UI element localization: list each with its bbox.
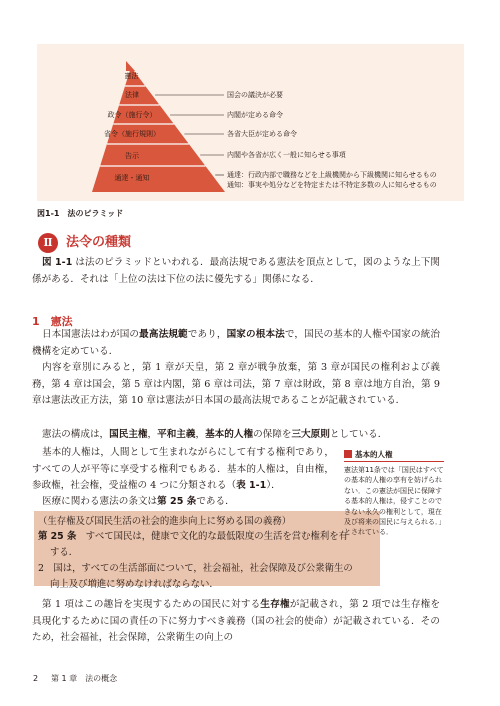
emphasis-term: 国家の根本法 — [226, 329, 285, 340]
emphasis-term: 基本的人権 — [205, 429, 254, 440]
desc-notification: 通知：事実や処分などを特定または不特定多数の人に知らせるもの — [227, 181, 437, 189]
chapter-label: 第 1 章 法の概念 — [51, 674, 118, 683]
text-run: 第 1 項はこの趣旨を実現するための国民に対する — [42, 599, 261, 610]
text-run: 基本的人権は，人間として生まれながらにして有する権利であり，すべての人が平等に享受する権利でもある．基本的人権は，自由権，参政権，社会権，受益権の 4 つに分類される（ — [32, 447, 334, 492]
text-run: 憲法の構成は， — [42, 429, 110, 440]
emphasis-term: 第 25 条 — [157, 496, 197, 507]
section-intro — [32, 255, 440, 288]
article-line-3: 2 国は，すべての生活部面について，社会福祉，社会保障及び公衆衛生の — [38, 563, 353, 574]
paragraph-3 — [32, 427, 432, 444]
sidebar-marker-icon — [344, 450, 352, 458]
desc-law: 内閣が定める命令 — [227, 111, 283, 119]
desc-cabinet-order: 各省大臣が定める命令 — [227, 130, 297, 138]
pyramid-label-law: 法律 — [125, 91, 139, 99]
article-line-4: 向上及び増進に努めなければならない． — [50, 579, 219, 590]
paragraph-4 — [32, 445, 334, 495]
page-footer — [33, 673, 117, 684]
emphasis-term: 三大原則 — [291, 429, 330, 440]
pyramid-label-circular: 通達・通知 — [114, 174, 150, 182]
text-run: であり， — [187, 329, 227, 340]
article-line-2: する． — [50, 547, 79, 558]
text-run: 内容を章別にみると，第 1 章が天皇，第 2 章が戦争放棄，第 3 章が国民の権利および義務，第 4 章は国会，第 5 章は内閣，第 6 章は司法，第 7 章は財政，第 8 章は地方自治，第 9 章は憲法改正方法，第 10 章は憲法が日本国の最高法規であることが記載されている． — [32, 362, 440, 407]
pyramid-label-cabinet-order: 政令（施行令） — [107, 111, 157, 119]
text-run: ， — [147, 429, 158, 440]
desc-constitution: 国会の議決が必要 — [227, 91, 283, 99]
sidebar-title: 基本的人権 — [355, 450, 393, 459]
text-run: ， — [195, 429, 206, 440]
article-line-1 — [38, 528, 348, 542]
figure-caption: 図1-1 法のピラミッド — [37, 209, 124, 218]
emphasis-term: 平和主義 — [157, 429, 196, 440]
emphasis-term: 図 1-1 — [42, 257, 73, 268]
emphasis-term: 表 1-1 — [236, 480, 267, 492]
desc-ministerial-ordinance: 内閣や各省が広く一般に知らせる事項 — [227, 151, 346, 159]
pyramid-label-constitution: 憲法 — [124, 72, 139, 80]
article-number: 第 25 条 — [38, 531, 77, 542]
text-run: の保障を — [253, 429, 292, 440]
article-25-box — [34, 511, 380, 590]
pyramid-label-notice: 告示 — [125, 152, 139, 160]
paragraph-1 — [32, 327, 440, 360]
section-heading — [38, 233, 238, 253]
text-run: が記載され，第 2 項では生存権を具現化するために国の責任の下に努力すべき義務（国の社会的使命）が記載されている．そのため，社会福祉，社会保障，公衆衛生の向上の — [32, 599, 441, 644]
text-run: 医療に関わる憲法の条文は — [42, 496, 158, 507]
sidebar-heading — [344, 448, 444, 462]
text-run: で，国民の基本的人権や国家の統治機構を定めている． — [32, 329, 441, 357]
text-run: である． — [196, 496, 235, 507]
paragraph-5 — [32, 494, 334, 511]
pyramid-label-ministerial-ordinance: 省令（施行規則） — [104, 130, 160, 138]
sidebar-body: 憲法第11条では「国民はすべての基本的人権の享有を妨げられない．この憲法が国民に保障する基本的人権は，侵すことのできない永久の権利として，現在及び将来の国民に与えられる．」とされている． — [344, 466, 444, 537]
text-run: ）． — [266, 480, 281, 492]
emphasis-term: 国民主権 — [109, 429, 148, 440]
text-run: は法のピラミッドといわれる．最高法規である憲法を頂点として，図のような上下関係がある．それは「上位の法は下位の法に優先する」関係になる． — [32, 257, 440, 285]
paragraph-2 — [32, 360, 440, 410]
page-number: 2 — [33, 674, 39, 683]
section-number-badge: Ⅱ — [38, 233, 58, 253]
figure-pyramid — [37, 44, 464, 201]
article-heading: （生存権及び国民生活の社会的進歩向上に努める国の義務） — [38, 516, 292, 527]
text-run: 日本国憲法はわが国の — [42, 329, 140, 340]
article-line-1-text: すべて国民は，健康で文化的な最低限度の生活を営む権利を有 — [76, 531, 349, 542]
sidebar-note — [344, 448, 444, 538]
subsection-title: 1 憲法 — [32, 315, 73, 328]
emphasis-term: 最高法規範 — [139, 329, 188, 340]
emphasis-term: 生存権 — [260, 599, 290, 610]
desc-circular: 通達：行政内部で職務などを上級機関から下級機関に知らせるもの — [227, 171, 437, 179]
text-run: としている． — [329, 429, 388, 440]
section-title: 法令の種類 — [66, 235, 132, 250]
paragraph-after-box — [32, 597, 440, 647]
